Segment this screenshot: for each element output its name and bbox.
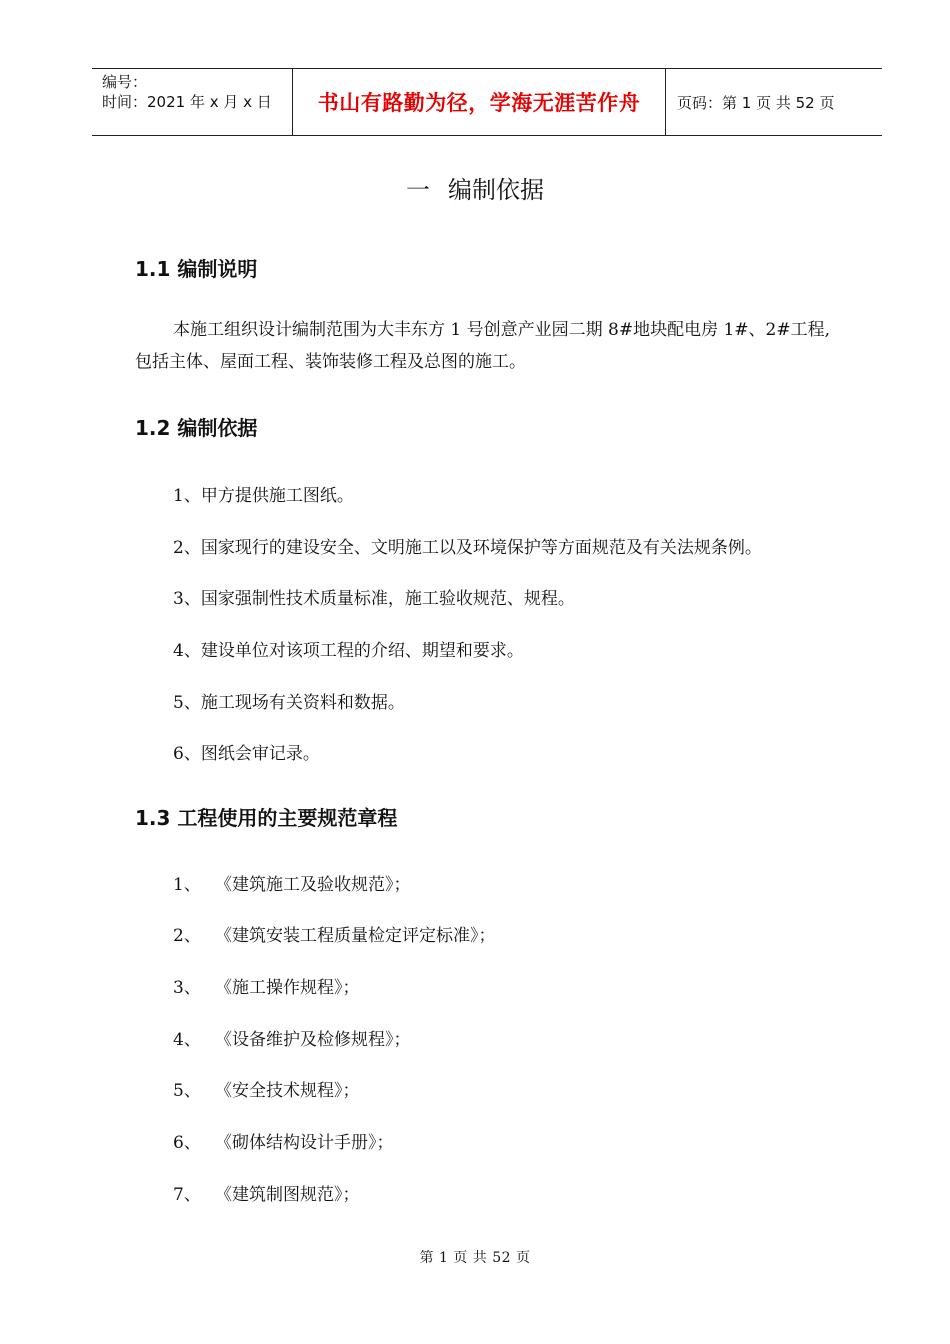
header-page-label: 页码：第 1 页 共 52 页 <box>677 93 835 112</box>
time-label: 时间：2021 年 x 月 x 日 <box>102 93 272 111</box>
standard-text: 《建筑施工及验收规范》； <box>215 875 411 895</box>
standard-index: 5、 <box>173 1081 201 1101</box>
basis-item-4: 4、建设单位对该项工程的介绍、期望和要求。 <box>173 641 524 661</box>
standard-text: 《建筑制图规范》； <box>215 1185 360 1205</box>
standard-text: 《砌体结构设计手册》； <box>215 1133 394 1153</box>
standard-index: 1、 <box>173 875 201 895</box>
section-title-1-1: 1.1 编制说明 <box>135 257 258 281</box>
basis-item-6: 6、图纸会审记录。 <box>173 744 320 764</box>
basis-item-1: 1、甲方提供施工图纸。 <box>173 486 354 506</box>
header-motto: 书山有路勤为径，学海无涯苦作舟 <box>293 69 666 135</box>
standard-index: 7、 <box>173 1185 201 1205</box>
standard-item-4 <box>173 1025 411 1050</box>
basis-item-5: 5、施工现场有关资料和数据。 <box>173 693 405 713</box>
standard-text: 《安全技术规程》； <box>215 1081 360 1101</box>
page-footer: 第 1 页 共 52 页 <box>419 1250 531 1266</box>
standard-text: 《设备维护及检修规程》； <box>215 1030 411 1050</box>
section-1-1-text: 本施工组织设计编制范围为大丰东方 1 号创意产业园二期 8#地块配电房 1#、2#工程,包括主体、屋面工程、装饰装修工程及总图的施工。 <box>135 320 831 372</box>
serial-label: 编号： <box>102 73 148 91</box>
standard-item-5 <box>173 1076 360 1101</box>
standard-item-3 <box>173 973 360 998</box>
standard-index: 6、 <box>173 1133 201 1153</box>
basis-item-2: 2、国家现行的建设安全、文明施工以及环境保护等方面规范及有关法规条例。 <box>173 538 762 558</box>
section-title-1-3: 1.3 工程使用的主要规范章程 <box>135 806 398 830</box>
standard-index: 3、 <box>173 978 201 998</box>
standard-text: 《施工操作规程》； <box>215 978 360 998</box>
section-1-1-paragraph <box>135 314 835 378</box>
standard-index: 2、 <box>173 926 201 946</box>
standard-index: 4、 <box>173 1030 201 1050</box>
header-meta <box>92 69 293 135</box>
chapter-number: 一 <box>406 176 430 204</box>
standard-item-2 <box>173 921 496 946</box>
standard-item-6 <box>173 1128 394 1153</box>
standard-item-7 <box>173 1180 360 1205</box>
standard-text: 《建筑安装工程质量检定评定标准》； <box>215 926 496 946</box>
standard-item-1 <box>173 870 411 895</box>
chapter-title-text: 编制依据 <box>448 176 544 204</box>
chapter-title <box>0 170 950 205</box>
document-header <box>92 68 882 136</box>
section-title-1-2: 1.2 编制依据 <box>135 416 258 440</box>
basis-item-3: 3、国家强制性技术质量标准，施工验收规范、规程。 <box>173 589 575 609</box>
